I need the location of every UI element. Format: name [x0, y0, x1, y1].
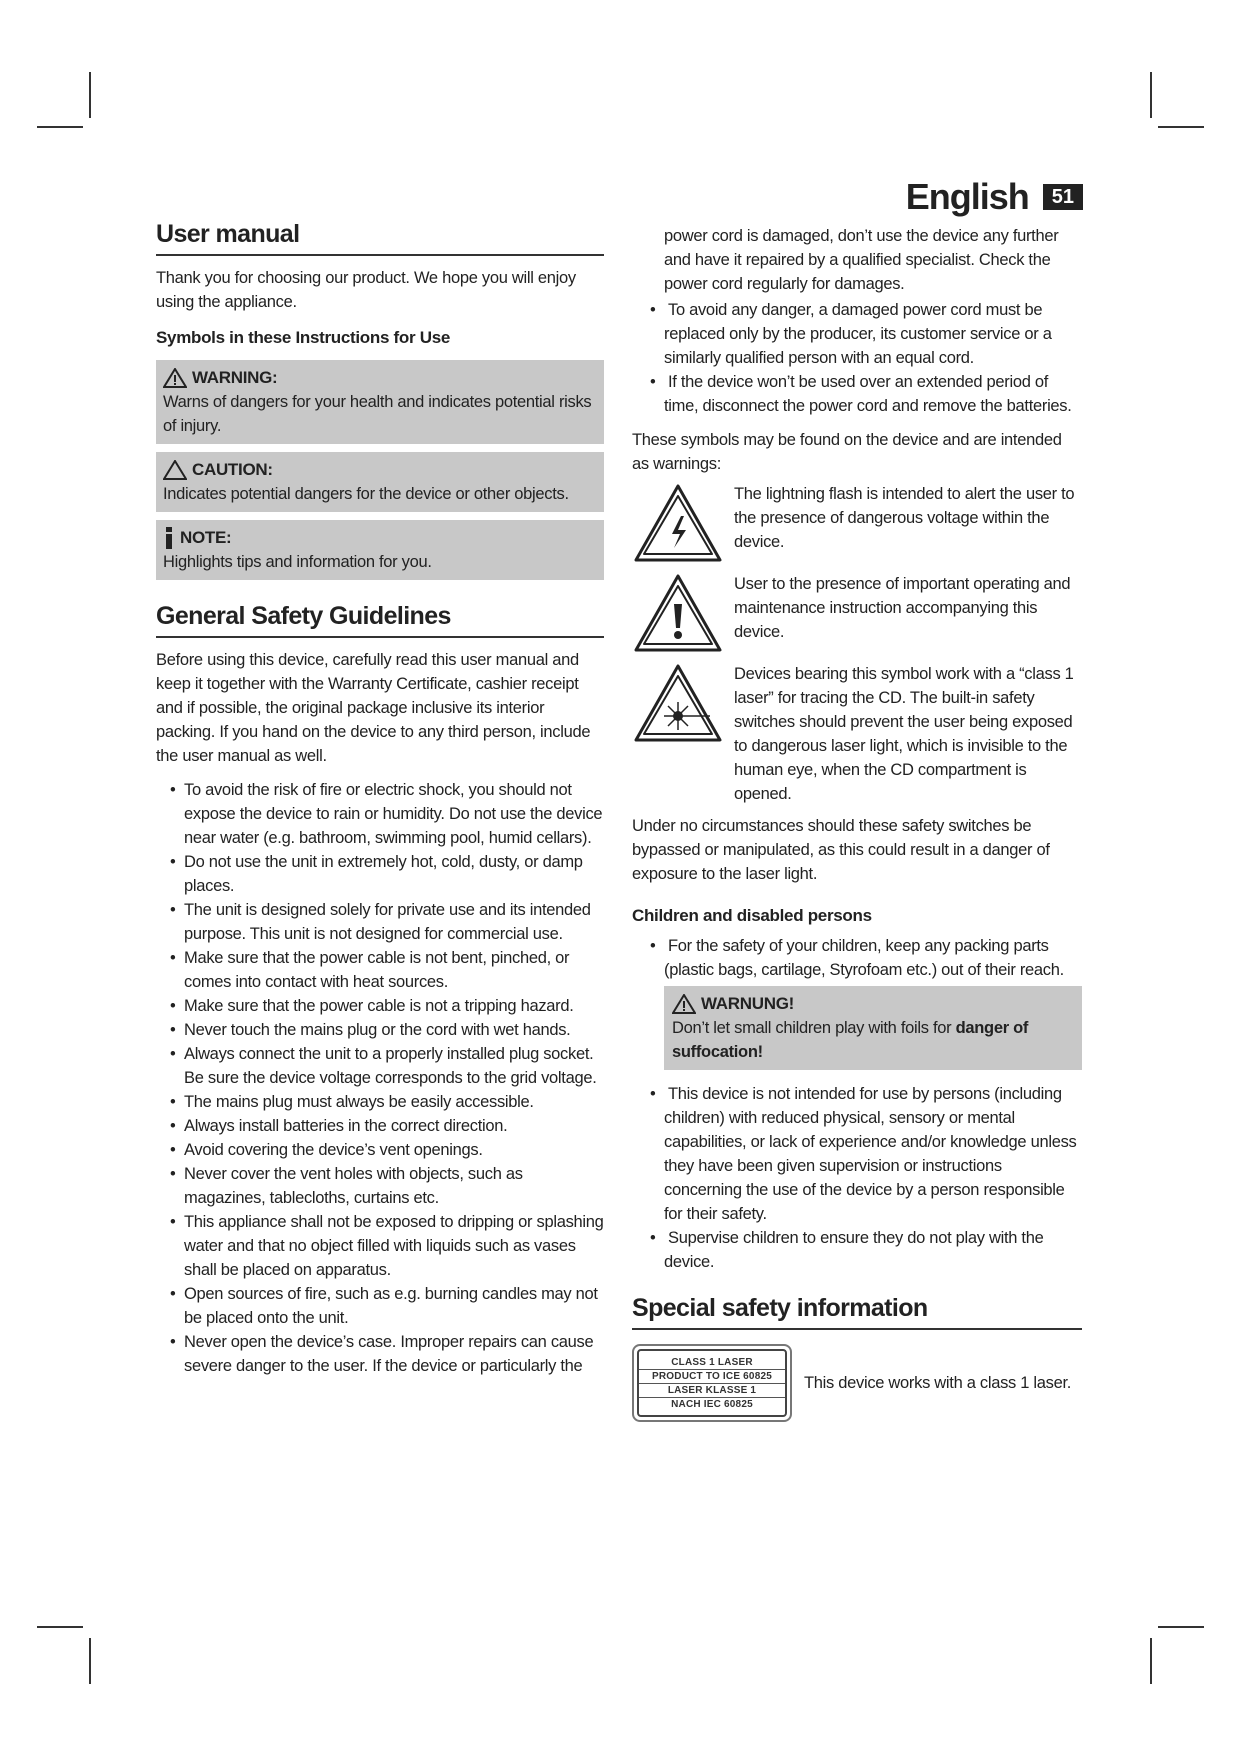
list-item: • Make sure that the power cable is not bent, pinched, or comes into contact with heat sources. — [170, 949, 570, 991]
children-bullet-list-2 — [632, 1082, 1082, 1274]
crop-mark — [89, 1638, 91, 1684]
list-item: • Open sources of fire, such as e.g. burning candles may not be placed onto the unit. — [170, 1285, 598, 1327]
list-item: • Always install batteries in the correct direction. — [170, 1117, 508, 1135]
safety-bullet-list — [156, 778, 604, 1378]
warning-title: WARNING: — [192, 368, 278, 387]
language-label: English — [905, 176, 1029, 217]
symbol-text: Devices bearing this symbol work with a “class 1 laser” for tracing the CD. The built-in safety switches should prevent the user being exposed to dangerous laser light, which is invisible to the human eye, when the CD compartment is opened. — [734, 665, 1074, 803]
caution-notice — [156, 452, 604, 512]
crop-mark — [37, 126, 83, 128]
crop-mark — [1150, 72, 1152, 118]
warning-triangle-icon — [672, 994, 696, 1014]
list-item: • Avoid covering the device’s vent openings. — [170, 1141, 483, 1159]
list-item: • This device is not intended for use by persons (including children) with reduced physical, sensory or mental capabilities, or lack of experience and/or knowledge unless they have been given supervision or instructions concerning the use of the device by a person responsible for their safety. — [650, 1085, 1077, 1223]
label-line: NACH IEC 60825 — [671, 1398, 753, 1410]
crop-mark — [1158, 1626, 1204, 1628]
list-item: • Do not use the unit in extremely hot, cold, dusty, or damp places. — [170, 853, 583, 895]
crop-mark — [1158, 126, 1204, 128]
left-column — [156, 222, 604, 1378]
note-text: Highlights tips and information for you. — [163, 553, 432, 571]
note-notice — [156, 520, 604, 580]
warning-notice — [156, 360, 604, 444]
caution-title: CAUTION: — [192, 460, 273, 479]
general-safety-heading: General Safety Guidelines — [156, 604, 604, 638]
caution-text: Indicates potential dangers for the device or other objects. — [163, 485, 569, 503]
info-icon — [163, 527, 175, 549]
special-safety-heading: Special safety information — [632, 1296, 1082, 1330]
list-item: • If the device won’t be used over an extended period of time, disconnect the power cord and remove the batteries. — [650, 373, 1072, 415]
symbol-row-laser — [632, 662, 1082, 806]
general-safety-intro: Before using this device, carefully read this user manual and keep it together with the Warranty Certificate, cashier receipt and if possible, the original package inclusive its interior packing. If you hand on the device to any third person, include the user manual as well. — [156, 651, 591, 765]
symbols-intro: These symbols may be found on the device and are intended as warnings: — [632, 431, 1062, 473]
special-safety-row — [632, 1344, 1082, 1422]
list-item: • Never touch the mains plug or the cord with wet hands. — [170, 1021, 571, 1039]
intro-paragraph: Thank you for choosing our product. We hope you will enjoy using the appliance. — [156, 269, 576, 311]
label-line: PRODUCT TO ICE 60825 — [639, 1370, 785, 1384]
list-item: • For the safety of your children, keep any packing parts (plastic bags, cartilage, Styrofoam etc.) out of their reach. — [650, 937, 1064, 979]
warning-text: Warns of dangers for your health and indicates potential risks of injury. — [163, 393, 592, 435]
user-manual-heading: User manual — [156, 222, 604, 256]
list-item: • The unit is designed solely for private use and its intended purpose. This unit is not designed for commercial use. — [170, 901, 591, 943]
list-item: • The mains plug must always be easily accessible. — [170, 1093, 534, 1111]
list-item: • To avoid the risk of fire or electric shock, you should not expose the device to rain or humidity. Do not use the device near water (e.g. bathroom, swimming pool, humid cellars). — [170, 781, 603, 847]
children-bullet-list — [632, 934, 1082, 982]
warnung-notice — [664, 986, 1082, 1070]
page-header — [906, 176, 1083, 218]
page-number: 51 — [1043, 184, 1083, 210]
symbol-text: User to the presence of important operating and maintenance instruction accompanying this device. — [734, 575, 1071, 641]
power-bullet-list — [632, 298, 1082, 418]
children-heading: Children and disabled persons — [632, 906, 872, 925]
list-item: • Always connect the unit to a properly installed plug socket. Be sure the device voltage corresponds to the grid voltage. — [170, 1045, 597, 1087]
symbols-heading: Symbols in these Instructions for Use — [156, 328, 451, 347]
laser-class-label — [632, 1344, 792, 1422]
list-item: • Make sure that the power cable is not a tripping hazard. — [170, 997, 574, 1015]
exclamation-warning-icon — [632, 572, 724, 654]
list-item: • Never cover the vent holes with objects, such as magazines, tablecloths, curtains etc. — [170, 1165, 523, 1207]
laser-warning-icon — [632, 662, 724, 744]
list-item: • To avoid any danger, a damaged power cord must be replaced only by the producer, its customer service or a similarly qualified person with an equal cord. — [650, 301, 1052, 367]
note-title: NOTE: — [180, 528, 232, 547]
crop-mark — [37, 1626, 83, 1628]
list-item: • Never open the device’s case. Improper repairs can cause severe danger to the user. If the device or particularly the — [170, 1333, 594, 1375]
warning-triangle-icon — [163, 368, 187, 388]
crop-mark — [89, 72, 91, 118]
lightning-warning-icon — [632, 482, 724, 564]
symbol-row-lightning — [632, 482, 1082, 564]
warnung-text: Don’t let small children play with foils for danger of suffocation! — [672, 1019, 1029, 1061]
right-column — [632, 224, 1082, 1422]
label-line: LASER KLASSE 1 — [639, 1384, 785, 1398]
special-safety-text: This device works with a class 1 laser. — [804, 1374, 1072, 1392]
crop-mark — [1150, 1638, 1152, 1684]
symbol-text: The lightning flash is intended to alert the user to the presence of dangerous voltage within the device. — [734, 485, 1075, 551]
label-line: CLASS 1 LASER — [639, 1356, 785, 1370]
continued-text: power cord is damaged, don’t use the device any further and have it repaired by a qualified specialist. Check the power cord regularly for damages. — [664, 227, 1059, 293]
list-item: • Supervise children to ensure they do not play with the device. — [650, 1229, 1044, 1271]
warnung-title: WARNUNG! — [701, 994, 794, 1013]
symbol-row-exclamation — [632, 572, 1082, 654]
list-item: • This appliance shall not be exposed to dripping or splashing water and that no object filled with liquids such as vases shall be placed on apparatus. — [170, 1213, 604, 1279]
bypass-text: Under no circumstances should these safety switches be bypassed or manipulated, as this could result in a danger of exposure to the laser light. — [632, 817, 1050, 883]
caution-triangle-icon — [163, 460, 187, 480]
